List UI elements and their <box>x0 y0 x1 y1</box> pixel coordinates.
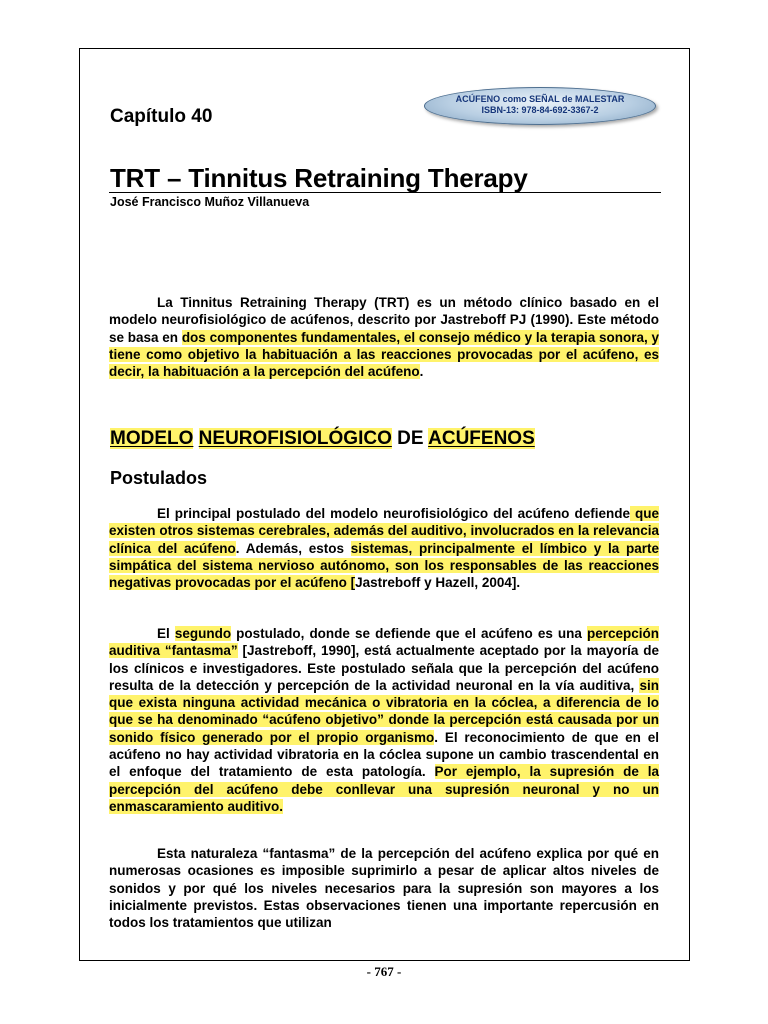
p2-highlight-3: sin que exista ninguna actividad mecánica o vibratoria en la cóclea, a diferencia de lo que se ha denominado “acúfeno objetivo” donde la percepción está causada por un sonido físico generado por el propio organismo <box>109 677 659 745</box>
p2-text-2: postulado, donde se defiende que el acúfeno es una <box>231 626 587 641</box>
intro-text: La Tinnitus Retraining Therapy (TRT) es un método clínico basado en el modelo neurofisiológico de acúfenos, descrito por Jastreboff PJ (1990). Este método se basa en <box>109 295 659 345</box>
intro-highlight: dos componentes fundamentales, el consejo médico y la terapia sonora, y tiene como objetivo la habituación a las reacciones provocadas por el acúfeno, es decir, la habituación a la percepción del acúfeno <box>109 329 659 380</box>
badge-isbn: ISBN-13: 978-84-692-3367-2 <box>481 105 599 115</box>
chapter-label: Capítulo 40 <box>110 106 213 127</box>
section-word-de: DE <box>397 428 424 449</box>
page-number: - 767 - <box>366 964 402 979</box>
p1-highlight: que existen otros sistemas cerebrales, además del auditivo, involucrados en la relevancia clínica del acúfeno <box>109 506 659 556</box>
p2-highlight: segundo <box>174 626 232 641</box>
section-word-acufenos: ACÚFENOS <box>428 428 535 449</box>
subsection-heading: Postulados <box>110 468 208 488</box>
p1-text-2: . Además, estos <box>235 540 351 556</box>
p2-text-3: [Jastreboff, 1990], está actualmente aceptado por la mayoría de los clínicos e investigadores. Este postulado señala que la percepción del acúfeno resulta de la detección y percepción de la actividad neuronal en la vía auditiva, <box>109 643 659 693</box>
title-divider <box>109 192 661 193</box>
paragraph-second-postulate <box>109 625 659 815</box>
p2-highlight-4: Por ejemplo, la supresión de la percepción del acúfeno debe conllevar una supresión neuronal y no un enmascaramiento auditivo. <box>109 764 659 814</box>
page-title: TRT – Tinnitus Retraining Therapy <box>110 163 528 193</box>
p1-highlight-2: sistemas, principalmente el límbico y la parte simpática del sistema nervioso autónomo, son los responsables de las reacciones negativas provocadas por el acúfeno [ <box>109 540 659 591</box>
section-word-modelo: MODELO <box>110 428 194 449</box>
intro-text-end: . <box>419 364 424 380</box>
paragraph-phantom-nature <box>109 845 659 931</box>
section-heading <box>110 428 535 450</box>
section-word-neurofisiologico: NEUROFISIOLÓGICO <box>198 428 392 449</box>
author-name: José Francisco Muñoz Villanueva <box>110 195 310 209</box>
p1-citation: Jastreboff y Hazell, 2004]. <box>355 575 521 591</box>
paragraph-first-postulate <box>109 505 659 591</box>
book-badge <box>424 87 656 125</box>
p3-text: Esta naturaleza “fantasma” de la percepción del acúfeno explica por qué en numerosas ocasiones es imposible suprimirlo a pesar de aplicar altos niveles de sonidos y por qué los niveles necesarios para la supresión son mayores a los inicialmente previstos. Estas observaciones tienen una importante repercusión en todos los tratamientos que utilizan <box>109 846 659 931</box>
badge-title: ACÚFENO como SEÑAL de MALESTAR <box>455 94 625 104</box>
p2-text: El <box>157 626 175 641</box>
intro-paragraph <box>109 294 659 380</box>
p2-highlight-2: percepción auditiva “fantasma” <box>109 626 659 659</box>
p2-text-4: . El reconocimiento de que en el acúfeno no hay actividad vibratoria en la cóclea supone un cambio trascendental en el enfoque del tratamiento de esta patología. <box>109 729 660 780</box>
p1-text: El principal postulado del modelo neurofisiológico del acúfeno defiende <box>157 506 630 521</box>
